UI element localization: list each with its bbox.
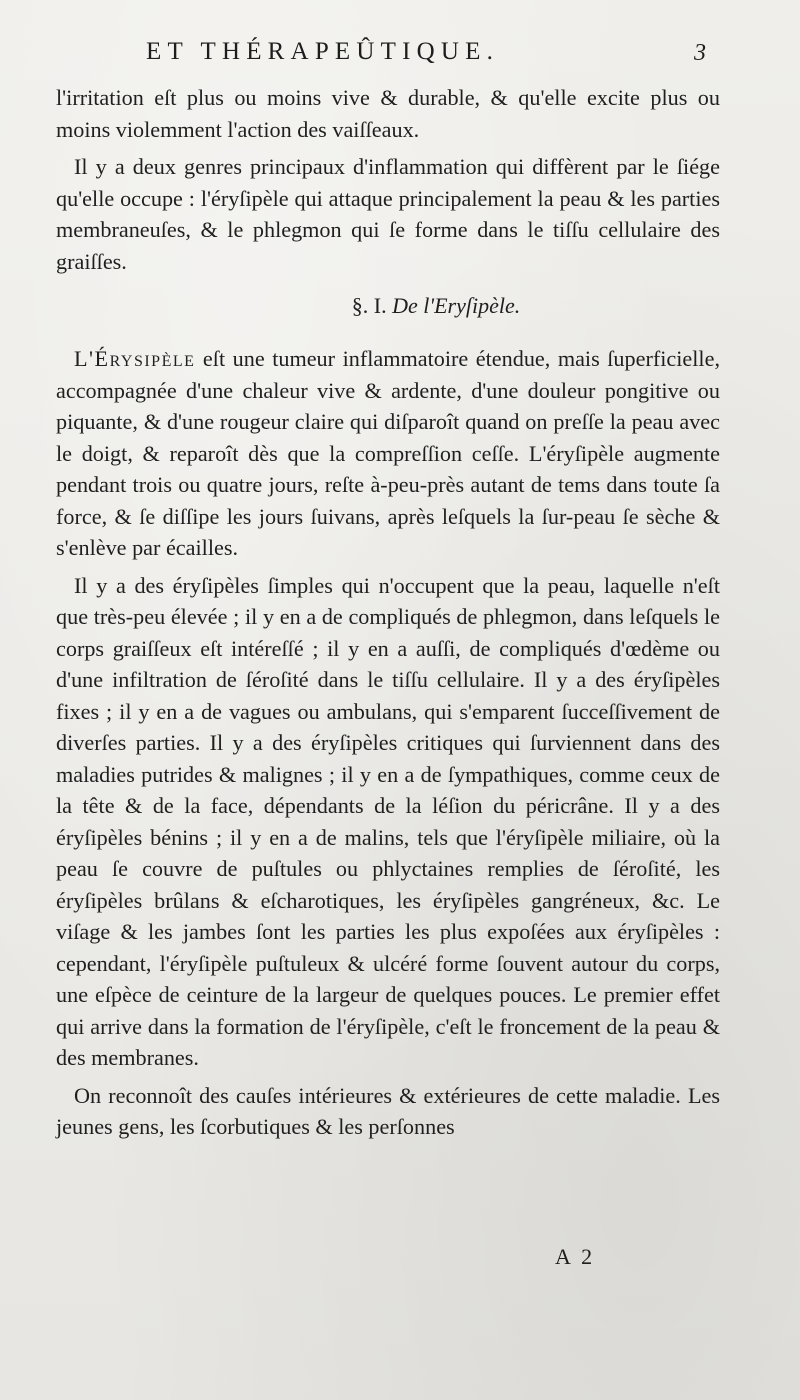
lead-term: L'Érysipèle: [74, 346, 196, 371]
section-heading: [56, 291, 720, 321]
running-title: ET THÉRAPEÛTIQUE.: [146, 38, 500, 65]
paragraph-inflammation-genres: Il y a deux genres principaux d'inflammation qui diffèrent par le ſiége qu'elle occupe : l'éryſipèle qui attaque principalement la peau & les parties membraneuſes, & le phlegmon qui ſe forme dans le tiſſu cellulaire des graiſſes.: [56, 154, 720, 274]
paragraph-continuation: l'irritation eſt plus ou moins vive & durable, & qu'elle excite plus ou moins violemment l'action des vaiſſeaux.: [56, 85, 720, 142]
paragraph-text: eſt une tumeur inflammatoire étendue, mais ſuperficielle, accompagnée d'une chaleur vive & ardente, d'une douleur pongitive ou piquante, & d'une rougeur claire qui diſparoît quand on preſſe la peau avec le doigt, & reparoît dès que la compreſſion ceſſe. L'éryſipèle augmente pendant trois ou quatre jours, reſte à-peu-près autant de tems dans toute ſa force, & ſe diſſipe les jours ſuivans, après leſquels la ſur-peau ſe sèche & s'enlève par écailles.: [56, 346, 720, 560]
section-title: De l'Eryſipèle.: [392, 293, 521, 318]
body-text: [56, 82, 720, 1143]
running-head: [146, 38, 706, 78]
signature-mark: A 2: [555, 1244, 596, 1269]
page-number: 3: [694, 40, 706, 66]
paragraph-erysipele-types: Il y a des éryſipèles ſimples qui n'occupent que la peau, laquelle n'eſt que très-peu élevée ; il y en a de compliqués de phlegmon, dans leſquels le corps graiſſeux eſt intéreſſé ; il y en a auſſi, de compliqués d'œdème ou d'une infiltration de ſéroſité dans le tiſſu cellulaire. Il y a des éryſipèles fixes ; il y en a de vagues ou ambulans, qui s'emparent ſucceſſivement de diverſes parties. Il y a des éryſipèles critiques qui ſurviennent dans des maladies putrides & malignes ; il y en a de ſympathiques, comme ceux de la tête & de la face, dépendants de la léſion du péricrâne. Il y a des éryſipèles bénins ; il y en a de malins, tels que l'éryſipèle miliaire, où la peau ſe couvre de puſtules ou phlyctaines remplies de ſéroſité, les éryſipèles brûlans & eſcharotiques, les éryſipèles gangréneux, &c. Le viſage & les jambes ſont les parties les plus expoſées aux éryſipèles : cependant, l'éryſipèle puſtuleux & ulcéré forme ſouvent autour du corps, une eſpèce de ceinture de la largeur de quelques pouces. Le premier effet qui arrive dans la formation de l'éryſipèle, c'eſt le froncement de la peau & des membranes.: [56, 572, 720, 1070]
paragraph-erysipele-causes: On reconnoît des cauſes intérieures & extérieures de cette maladie. Les jeunes gens, les ſcorbutiques & les perſonnes: [56, 1082, 720, 1139]
section-mark: §. I.: [351, 293, 387, 318]
paragraph-erysipele-definition: [56, 343, 720, 564]
